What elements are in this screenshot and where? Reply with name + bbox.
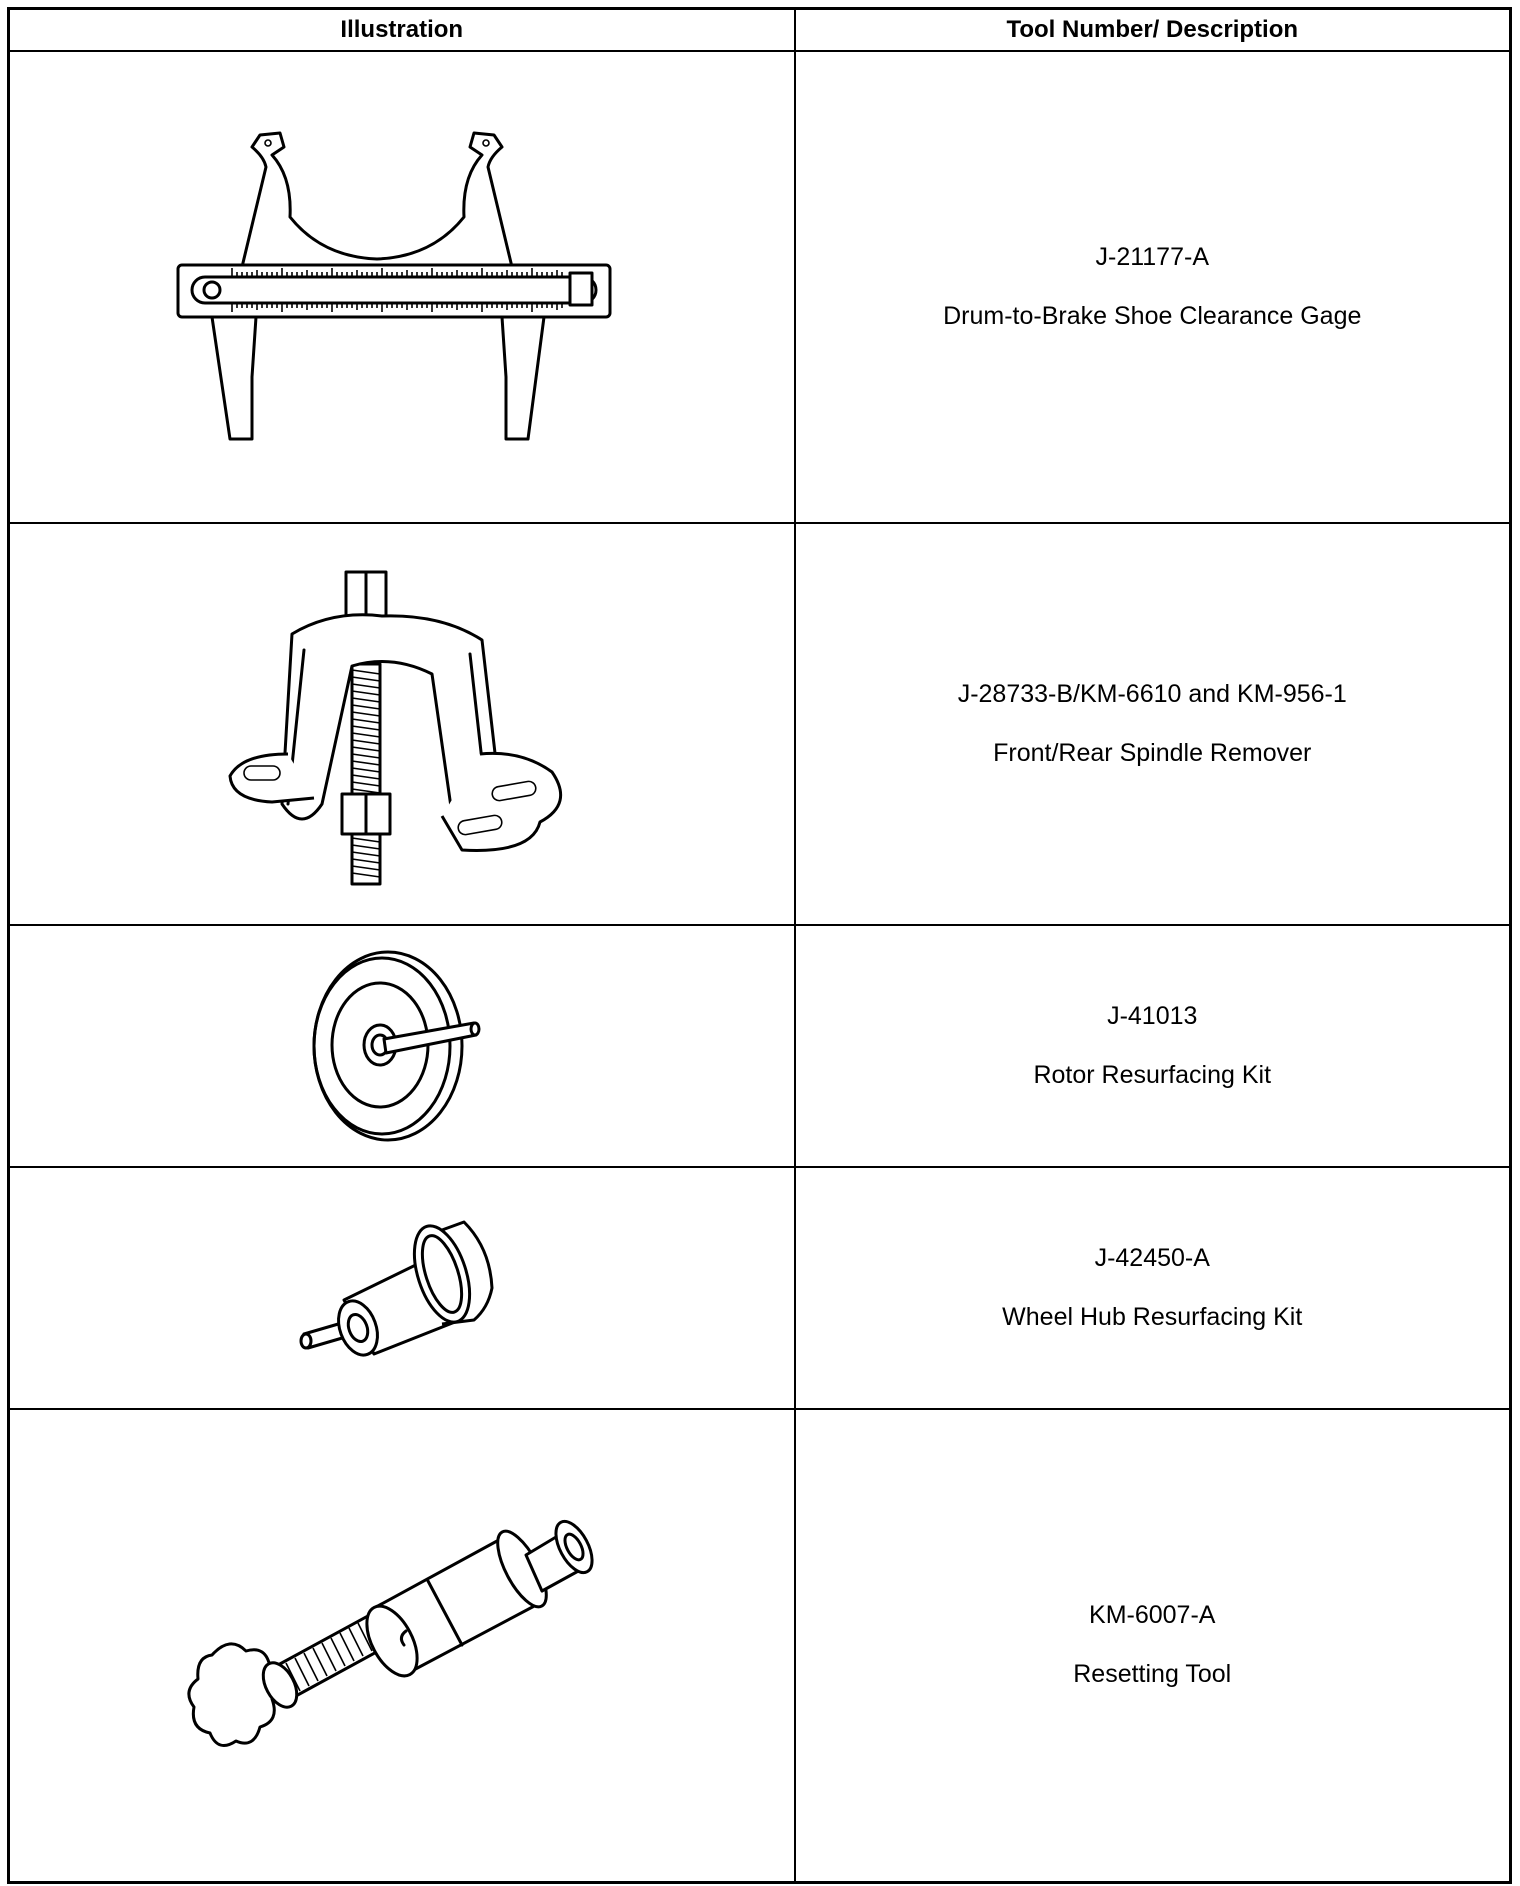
resetting-tool-icon [182,1495,622,1795]
description-cell [795,51,1511,523]
illustration-cell [9,523,795,925]
table-row [9,1409,1511,1882]
tool-number: J-42450-A [1094,1244,1210,1272]
description-cell [795,925,1511,1167]
tool-number: J-21177-A [1095,243,1209,271]
tool-description: Rotor Resurfacing Kit [1033,1061,1272,1089]
table-row [9,523,1511,925]
header-tool-description: Tool Number/ Description [795,9,1511,52]
tool-number: J-41013 [1107,1002,1198,1030]
table-row [9,51,1511,523]
tool-description: Drum-to-Brake Shoe Clearance Gage [943,302,1362,330]
table-row [9,925,1511,1167]
illustration-cell [9,1409,795,1882]
tool-number: J-28733-B/KM-6610 and KM-956-1 [957,680,1347,708]
illustration-cell [9,925,795,1167]
clearance-gage-icon [172,107,632,467]
description-cell [795,1409,1511,1882]
table-row [9,1167,1511,1409]
table-header-row [9,9,1511,52]
illustration-cell [9,51,795,523]
description-cell [795,523,1511,925]
rotor-resurfacing-kit-icon [302,941,502,1151]
tool-description: Front/Rear Spindle Remover [993,739,1312,767]
tool-description: Wheel Hub Resurfacing Kit [1002,1303,1303,1331]
tool-number: KM-6007-A [1089,1601,1216,1630]
spindle-remover-icon [222,554,582,894]
header-illustration: Illustration [9,9,795,52]
illustration-cell [9,1167,795,1409]
special-tools-table [7,7,1512,1884]
tool-description: Resetting Tool [1073,1660,1232,1689]
wheel-hub-resurfacing-kit-icon [292,1208,512,1368]
description-cell [795,1167,1511,1409]
